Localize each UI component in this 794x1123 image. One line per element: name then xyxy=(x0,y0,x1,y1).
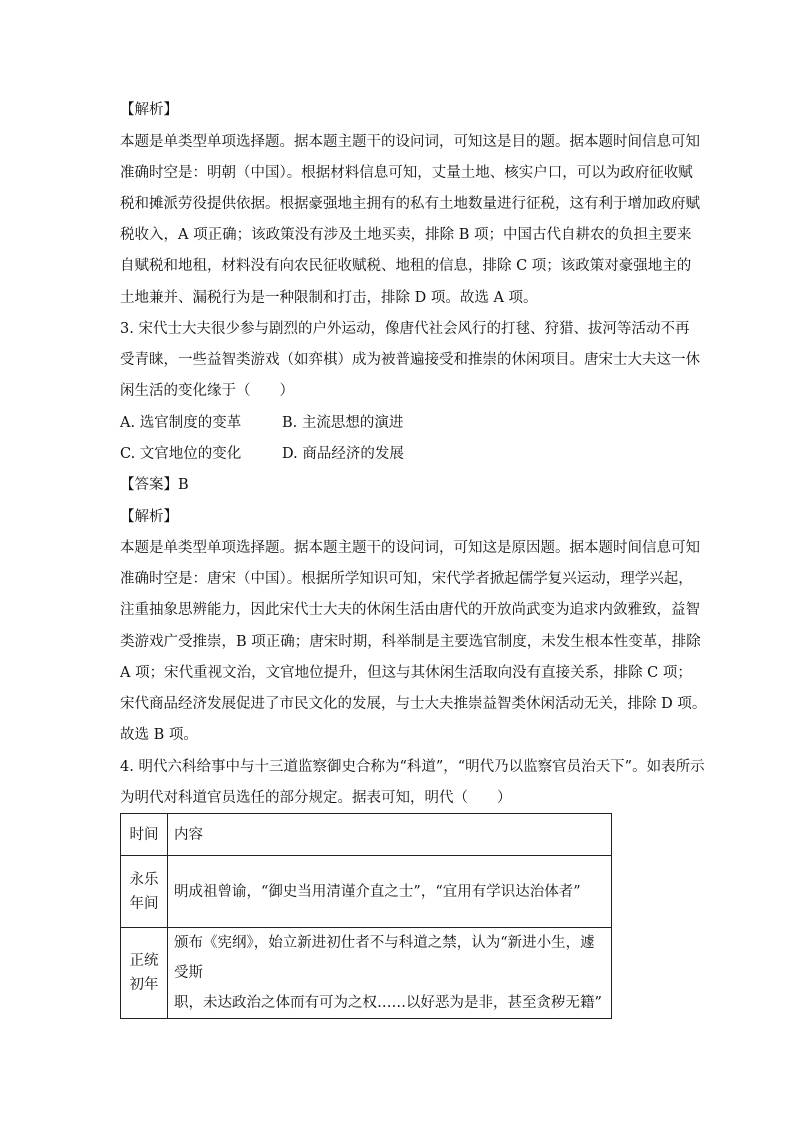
section-heading: 【解析】 xyxy=(120,102,178,118)
paragraph-line: 土地兼并、漏税行为是一种限制和打击，排除 D 项。故选 A 项。 xyxy=(120,290,538,306)
paragraph-line: 故选 B 项。 xyxy=(120,727,198,743)
paragraph-line: 税和摊派劳役提供依据。根据豪强地主拥有的私有土地数量进行征税，这有利于增加政府赋 xyxy=(120,196,700,212)
table-header-cell: 内容 xyxy=(168,814,612,856)
table-cell-time: 正统初年 xyxy=(121,928,168,1019)
question-line: 4. 明代六科给事中与十三道监察御史合称为“科道”，“明代乃以监察官员治天下”。如表所示 xyxy=(120,759,705,775)
question-line: 为明代对科道官员选任的部分规定。据表可知，明代（ ） xyxy=(120,790,512,806)
paragraph-line: 本题是单类型单项选择题。据本题主题干的设问词，可知这是目的题。据本题时间信息可知 xyxy=(120,134,700,150)
cell-text-line: 明成祖曾谕，“御史当用清谨介直之士”，“宜用有学识达治体者” xyxy=(174,883,581,900)
table-cell-content xyxy=(168,928,612,1019)
question-line: 3. 宋代士大夫很少参与剧烈的户外运动，像唐代社会风行的打毬、狩猎、拔河等活动不再 xyxy=(120,321,690,337)
section-heading: 【解析】 xyxy=(120,509,178,525)
option-d: D. 商品经济的发展 xyxy=(282,446,404,462)
paragraph-line: 税收入，A 项正确；该政策没有涉及土地买卖，排除 B 项；中国古代自耕农的负担主要来 xyxy=(120,227,692,243)
cell-text-line: 职，未达政治之体而有可为之权……以好恶为是非，甚至贪秽无籍” xyxy=(174,995,602,1011)
table-header-row xyxy=(121,814,612,856)
paragraph-line: A 项；宋代重视文治，文官地位提升，但这与其休闲生活取向没有直接关系，排除 C 项； xyxy=(120,665,692,681)
question-line: 闲生活的变化缘于（ ） xyxy=(120,383,294,399)
cell-text-line: 颁布《宪纲》，始立新进初仕者不与科道之禁，认为“新进小生，遽受斯 xyxy=(174,935,595,981)
paragraph-line: 自赋税和地租，材料没有向农民征收赋税、地租的信息，排除 C 项；该政策对豪强地主的 xyxy=(120,258,692,274)
option-b: B. 主流思想的演进 xyxy=(282,415,404,431)
regulation-table xyxy=(120,813,612,1019)
table-header-cell: 时间 xyxy=(121,814,168,856)
paragraph-line: 本题是单类型单项选择题。据本题主题干的设问词，可知这是原因题。据本题时间信息可知 xyxy=(120,540,700,556)
table-row xyxy=(121,928,612,1019)
option-a: A. 选官制度的变革 xyxy=(120,415,242,431)
paragraph-line: 准确时空是：唐宋（中国）。根据所学知识可知，宋代学者掀起儒学复兴运动，理学兴起， xyxy=(120,571,693,587)
paragraph-line: 准确时空是：明朝（中国）。根据材料信息可知，丈量土地、核实户口，可以为政府征收赋 xyxy=(120,165,693,181)
option-c: C. 文官地位的变化 xyxy=(120,446,242,462)
table-cell-content xyxy=(168,856,612,928)
answer-line: 【答案】B xyxy=(120,477,189,493)
paragraph-line: 宋代商品经济发展促进了市民文化的发展，与士大夫推崇益智类休闲活动无关，排除 D 项。 xyxy=(120,696,707,712)
question-line: 受青睐，一些益智类游戏（如弈棋）成为被普遍接受和推崇的休闲项目。唐宋士大夫这一休 xyxy=(120,352,700,368)
table-cell-time: 永乐年间 xyxy=(121,856,168,928)
paragraph-line: 注重抽象思辨能力，因此宋代士大夫的休闲生活由唐代的开放尚武变为追求内敛雅致，益智 xyxy=(120,602,700,618)
paragraph-line: 类游戏广受推崇，B 项正确；唐宋时期，科举制是主要选官制度，未发生根本性变革，排除 xyxy=(120,634,701,650)
table-row xyxy=(121,856,612,928)
